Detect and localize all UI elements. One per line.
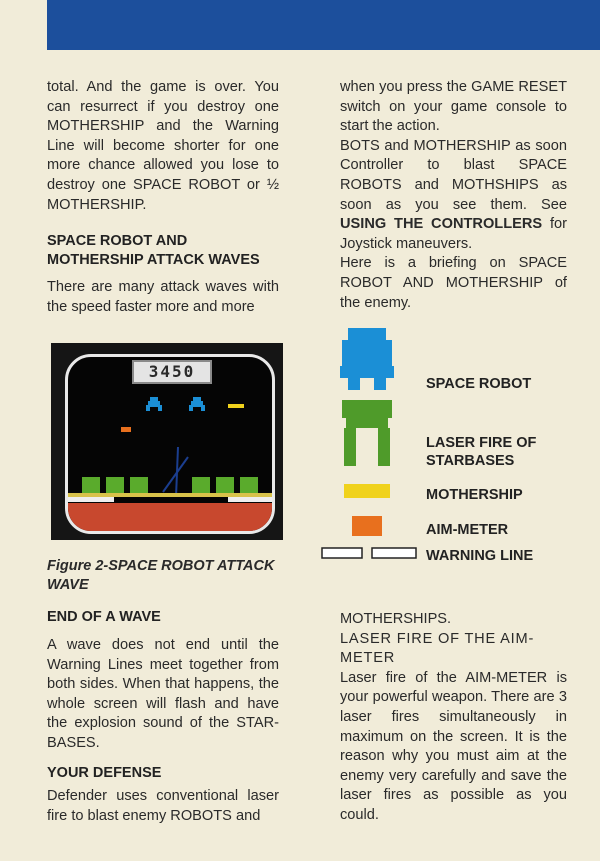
legend-label: LASER FIRE OF STARBASES (426, 435, 537, 469)
paragraph: total. And the game is over. You can resurrect if you destroy one MOTHERSHIP and the Warning Line will become shorter for one more chance allowed you lose to destroy one SPACE ROBOT or ½ MOTHERSHIP. (47, 79, 279, 213)
section-heading: YOUR DEFENSE (47, 765, 162, 781)
defense-section (47, 764, 279, 783)
end-wave-section (47, 608, 279, 627)
paragraph: A wave does not end until the Warning Lines meet together from both sides. When that happens, the whole screen will flash and have the explosion sound of the STAR-BASES. (47, 637, 279, 751)
laser-fire-section (340, 610, 567, 826)
attack-waves-text (47, 278, 279, 317)
legend-label: SPACE ROBOT (426, 376, 532, 392)
legend-label: MOTHERSHIP (426, 487, 523, 503)
end-wave-text (47, 636, 279, 754)
legend-label: AIM-METER (426, 522, 509, 538)
text: for Joystick maneuvers. (340, 216, 567, 252)
paragraph: LASER FIRE OF THE AIM-METER (340, 630, 535, 667)
right-intro-paragraph (340, 78, 567, 313)
game-screenshot-figure (51, 343, 283, 540)
paragraph: when you press the GAME RESET switch on your game console to start the action. (340, 79, 567, 135)
paragraph: There are many attack waves with the speed faster more and more (47, 279, 279, 315)
mothership-legend-icon (344, 484, 390, 498)
ground (68, 503, 272, 534)
left-intro-paragraph (47, 78, 279, 215)
section-heading: END OF A WAVE (47, 609, 161, 625)
legend-label: WARNING LINE (426, 548, 534, 564)
bold-text: USING THE CONTROLLERS (340, 216, 543, 233)
defense-text (47, 787, 279, 826)
space-robot-legend-icon (340, 328, 394, 390)
paragraph (340, 137, 567, 255)
paragraph: Here is a briefing on SPACE ROBOT AND MOTHERSHIP of the enemy. (340, 255, 567, 311)
paragraph: Laser fire of the AIM-METER is your powerful weapon. There are 3 laser fires simultaneously in maximum on the screen. It is the reason why you must aim at the enemy very carefully and save the laser fires as possible as you could. (340, 669, 567, 823)
warning-line-legend-icon (322, 548, 362, 558)
legend-graphics (318, 322, 428, 566)
attack-waves-section (47, 232, 279, 270)
header-bar (47, 0, 600, 50)
space-robot-icon (189, 397, 205, 411)
warning-line (68, 497, 114, 502)
space-robot-icon (146, 397, 162, 411)
tv-screen (65, 354, 275, 534)
aim-meter-icon (121, 427, 131, 432)
section-heading: SPACE ROBOT AND MOTHERSHIP ATTACK WAVES (47, 233, 260, 268)
score-display: 3450 (132, 360, 212, 384)
warning-line (228, 497, 272, 502)
paragraph: MOTHERSHIPS. (340, 611, 452, 627)
starbase-row (82, 477, 258, 493)
aim-meter-legend-icon (352, 516, 382, 536)
text: BOTS and MOTHERSHIP as soon Controller to blast SPACE ROBOTS and MOTHSHIPS as soon as you see them. See (340, 137, 567, 213)
warning-line-legend-icon (372, 548, 416, 558)
mothership-icon (228, 404, 244, 408)
figure-caption: Figure 2-SPACE ROBOT ATTACK WAVE (47, 558, 275, 593)
paragraph: Defender uses conventional laser fire to blast enemy ROBOTS and (47, 788, 279, 824)
starbase-legend-icon (342, 400, 392, 466)
